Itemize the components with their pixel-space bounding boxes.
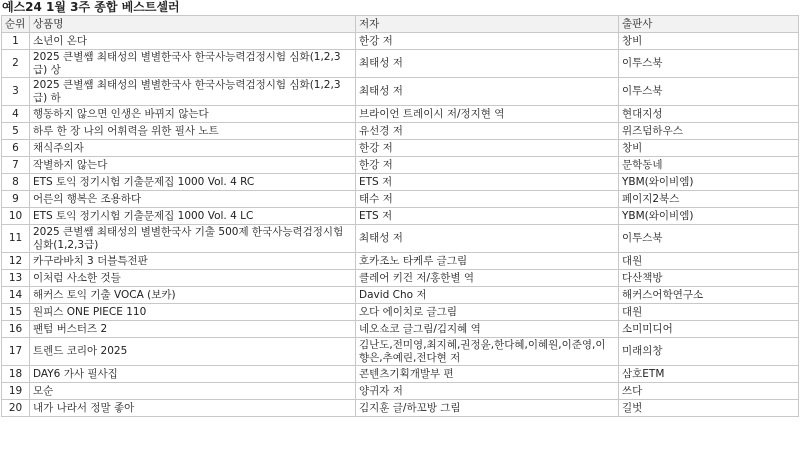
author-cell: 최태성 저: [356, 50, 619, 78]
rank-cell: 1: [2, 33, 30, 50]
publisher-cell: 대원: [619, 253, 799, 270]
publisher-cell: 길벗: [619, 400, 799, 417]
table-row: [2, 383, 799, 400]
author-cell: 김지훈 글/하꼬방 그림: [356, 400, 619, 417]
author-cell: David Cho 저: [356, 287, 619, 304]
rank-cell: 19: [2, 383, 30, 400]
rank-cell: 5: [2, 123, 30, 140]
table-row: [2, 106, 799, 123]
table-header-row: [2, 16, 799, 33]
title-cell: 작별하지 않는다: [30, 157, 356, 174]
title-cell: 카구라바치 3 더블특전판: [30, 253, 356, 270]
publisher-cell: 다산책방: [619, 270, 799, 287]
title-cell: ETS 토익 정기시험 기출문제집 1000 Vol. 4 LC: [30, 208, 356, 225]
title-cell: 트렌드 코리아 2025: [30, 338, 356, 366]
rank-cell: 14: [2, 287, 30, 304]
table-row: [2, 287, 799, 304]
title-cell: 2025 큰별쌤 최태성의 별별한국사 한국사능력검정시험 심화(1,2,3급) 상: [30, 50, 356, 78]
rank-cell: 6: [2, 140, 30, 157]
rank-cell: 17: [2, 338, 30, 366]
rank-cell: 18: [2, 366, 30, 383]
header-title: 상품명: [30, 16, 356, 33]
table-row: [2, 321, 799, 338]
author-cell: 최태성 저: [356, 78, 619, 106]
table-row: [2, 174, 799, 191]
rank-cell: 15: [2, 304, 30, 321]
publisher-cell: 해커스어학연구소: [619, 287, 799, 304]
title-cell: 이처럼 사소한 것들: [30, 270, 356, 287]
rank-cell: 11: [2, 225, 30, 253]
author-cell: 양귀자 저: [356, 383, 619, 400]
rank-cell: 13: [2, 270, 30, 287]
rank-cell: 4: [2, 106, 30, 123]
title-cell: 해커스 토익 기출 VOCA (보카): [30, 287, 356, 304]
title-cell: 행동하지 않으면 인생은 바뀌지 않는다: [30, 106, 356, 123]
author-cell: 한강 저: [356, 157, 619, 174]
table-row: [2, 78, 799, 106]
title-cell: 하루 한 장 나의 어휘력을 위한 필사 노트: [30, 123, 356, 140]
author-cell: 오다 에이치로 글그림: [356, 304, 619, 321]
rank-cell: 2: [2, 50, 30, 78]
table-row: [2, 33, 799, 50]
rank-cell: 8: [2, 174, 30, 191]
publisher-cell: 쓰다: [619, 383, 799, 400]
table-row: [2, 208, 799, 225]
author-cell: 한강 저: [356, 140, 619, 157]
table-row: [2, 338, 799, 366]
title-cell: 채식주의자: [30, 140, 356, 157]
table-row: [2, 225, 799, 253]
table-row: [2, 140, 799, 157]
author-cell: 유선경 저: [356, 123, 619, 140]
table-row: [2, 253, 799, 270]
publisher-cell: 현대지성: [619, 106, 799, 123]
publisher-cell: 이투스북: [619, 78, 799, 106]
publisher-cell: 문학동네: [619, 157, 799, 174]
rank-cell: 12: [2, 253, 30, 270]
publisher-cell: 미래의창: [619, 338, 799, 366]
publisher-cell: 창비: [619, 140, 799, 157]
header-author: 저자: [356, 16, 619, 33]
title-cell: DAY6 가사 필사집: [30, 366, 356, 383]
rank-cell: 16: [2, 321, 30, 338]
author-cell: 호카조노 타케루 글그림: [356, 253, 619, 270]
publisher-cell: YBM(와이비엠): [619, 208, 799, 225]
publisher-cell: 위즈덤하우스: [619, 123, 799, 140]
title-cell: 어른의 행복은 조용하다: [30, 191, 356, 208]
author-cell: 네오쇼코 글그림/김지혜 역: [356, 321, 619, 338]
page-title: 예스24 1월 3주 종합 베스트셀러: [2, 0, 180, 14]
table-row: [2, 400, 799, 417]
publisher-cell: YBM(와이비엠): [619, 174, 799, 191]
author-cell: 브라이언 트레이시 저/정지현 역: [356, 106, 619, 123]
publisher-cell: 삼호ETM: [619, 366, 799, 383]
rank-cell: 10: [2, 208, 30, 225]
table-row: [2, 123, 799, 140]
publisher-cell: 이투스북: [619, 225, 799, 253]
title-cell: 원피스 ONE PIECE 110: [30, 304, 356, 321]
author-cell: 최태성 저: [356, 225, 619, 253]
author-cell: 김난도,전미영,최지혜,권정윤,한다혜,이혜원,이준영,이향은,추예린,전다현 저: [356, 338, 619, 366]
rank-cell: 9: [2, 191, 30, 208]
author-cell: 태수 저: [356, 191, 619, 208]
title-cell: 2025 큰별쌤 최태성의 별별한국사 한국사능력검정시험 심화(1,2,3급) 하: [30, 78, 356, 106]
publisher-cell: 대원: [619, 304, 799, 321]
author-cell: 콘텐츠기획개발부 편: [356, 366, 619, 383]
title-cell: 내가 나라서 정말 좋아: [30, 400, 356, 417]
table-row: [2, 270, 799, 287]
publisher-cell: 페이지2북스: [619, 191, 799, 208]
title-cell: 팬텀 버스터즈 2: [30, 321, 356, 338]
table-row: [2, 157, 799, 174]
rank-cell: 3: [2, 78, 30, 106]
header-rank: 순위: [2, 16, 30, 33]
table-row: [2, 191, 799, 208]
table-row: [2, 366, 799, 383]
title-cell: 모순: [30, 383, 356, 400]
author-cell: ETS 저: [356, 174, 619, 191]
title-cell: ETS 토익 정기시험 기출문제집 1000 Vol. 4 RC: [30, 174, 356, 191]
author-cell: 한강 저: [356, 33, 619, 50]
table-row: [2, 50, 799, 78]
publisher-cell: 소미미디어: [619, 321, 799, 338]
bestseller-table: [1, 15, 799, 417]
author-cell: ETS 저: [356, 208, 619, 225]
title-cell: 소년이 온다: [30, 33, 356, 50]
publisher-cell: 이투스북: [619, 50, 799, 78]
title-cell: 2025 큰별쌤 최태성의 별별한국사 기출 500제 한국사능력검정시험 심화(1,2,3급): [30, 225, 356, 253]
rank-cell: 20: [2, 400, 30, 417]
author-cell: 클레어 키건 저/홍한별 역: [356, 270, 619, 287]
header-publisher: 출판사: [619, 16, 799, 33]
table-row: [2, 304, 799, 321]
rank-cell: 7: [2, 157, 30, 174]
publisher-cell: 창비: [619, 33, 799, 50]
